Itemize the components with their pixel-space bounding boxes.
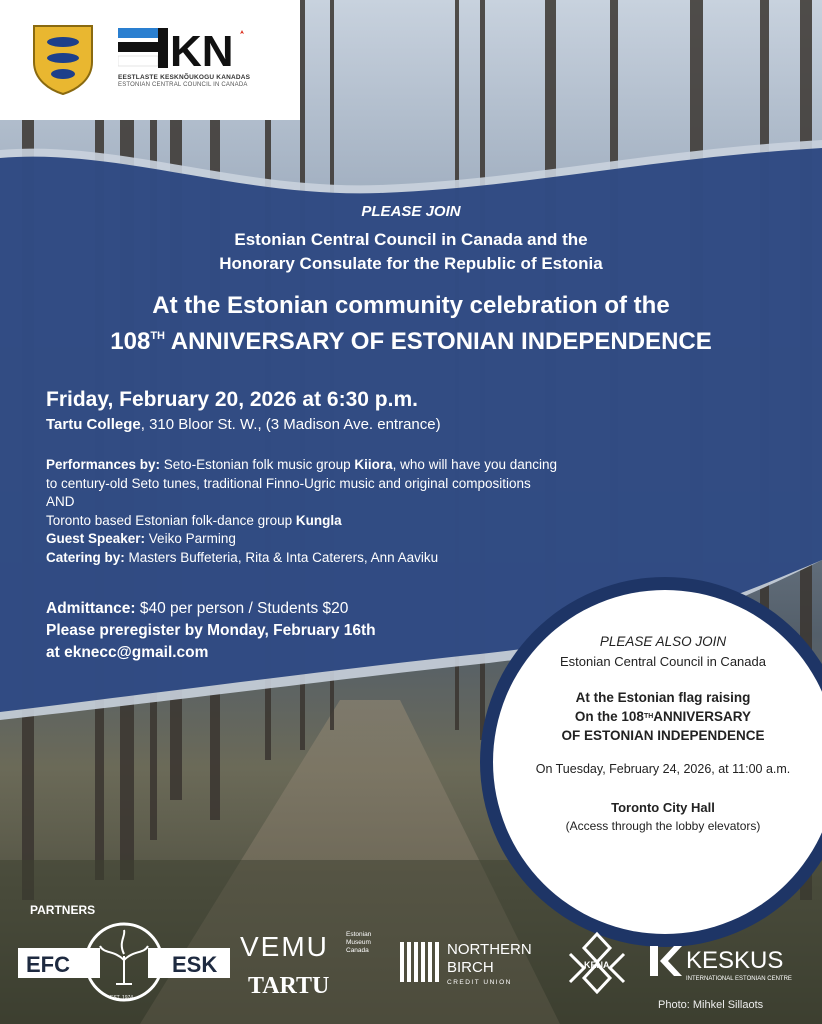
flag-raising-title: At the Estonian flag raising On the 108THANNIVERSARY OF ESTONIAN INDEPENDENCE	[561, 690, 765, 743]
efc-label: EFC	[26, 952, 70, 977]
catering: Catering by: Masters Buffeteria, Rita & Inta Caterers, Ann Aaviku	[46, 549, 439, 565]
event-venue: Tartu College, 310 Bloor St. W., (3 Madison Ave. entrance)	[46, 416, 441, 433]
flag-raising-access: (Access through the lobby elevators)	[565, 819, 761, 833]
performances-line: Performances by: Seto-Estonian folk music group Kiiora, who will have you dancing	[46, 457, 558, 472]
efc-est-label: EST. 1974	[110, 995, 134, 1001]
vemu-tartu-logo	[240, 928, 380, 998]
tree-icon	[100, 930, 148, 984]
ekn-logo-letters: KN	[170, 28, 234, 76]
event-date: Friday, February 20, 2026 at 6:30 p.m.	[46, 388, 418, 411]
header-logo-panel	[0, 0, 300, 120]
event-details	[46, 456, 706, 567]
keskus-logo	[650, 940, 810, 984]
svg-text:Museum: Museum	[346, 939, 371, 946]
ekn-org-name-english: ESTONIAN CENTRAL COUNCIL IN CANADA	[118, 82, 248, 88]
svg-text:BIRCH: BIRCH	[447, 959, 494, 976]
tartu-label: TARTU	[248, 973, 330, 998]
please-join-heading: PLEASE JOIN	[361, 203, 461, 220]
keskus-k-icon	[650, 946, 682, 976]
svg-text:KENA: KENA	[584, 960, 610, 970]
ekn-org-name-estonian: EESTLASTE KESKNÕUKOGU KANADAS	[118, 74, 251, 81]
efc-esk-logo	[18, 920, 230, 1004]
svg-text:CREDIT UNION: CREDIT UNION	[447, 979, 512, 986]
admittance-block	[46, 598, 376, 664]
kena-logo	[560, 930, 634, 994]
svg-text:NORTHERN: NORTHERN	[447, 941, 532, 958]
title-line-2: 108TH ANNIVERSARY OF ESTONIAN INDEPENDENCE	[110, 328, 712, 355]
photo-credit: Photo: Mihkel Sillaots	[658, 999, 764, 1011]
svg-text:Estonian: Estonian	[346, 931, 372, 938]
preregister-text: Please preregister by Monday, February 16th	[46, 622, 376, 639]
performances-line-4: Toronto based Estonian folk-dance group Kungla	[46, 512, 342, 528]
admittance-price: Admittance: $40 per person / Students $20	[46, 600, 349, 617]
svg-text:KESKUS: KESKUS	[686, 947, 784, 974]
flag-raising-place: Toronto City Hall	[611, 800, 715, 815]
svg-text:Canada: Canada	[346, 947, 369, 954]
flag-raising-org: Estonian Central Council in Canada	[560, 654, 766, 669]
performances-line-2: to century-old Seto tunes, traditional Finno-Ugric music and original compositions	[46, 475, 531, 491]
contact-email[interactable]: at eknecc@gmail.com	[46, 644, 209, 661]
birch-stripes-icon	[400, 942, 439, 982]
hosts-line-2: Honorary Consulate for the Republic of Estonia	[219, 254, 603, 273]
guest-speaker: Guest Speaker: Veiko Parming	[46, 531, 236, 546]
svg-text:INTERNATIONAL ESTONIAN CENTRE: INTERNATIONAL ESTONIAN CENTRE	[686, 976, 792, 982]
partners-label: PARTNERS	[30, 903, 96, 917]
esk-label: ESK	[172, 952, 218, 977]
please-also-join: PLEASE ALSO JOIN	[599, 634, 727, 649]
performances-and: AND	[46, 494, 75, 509]
vemu-label: VEMU	[240, 931, 329, 962]
estonia-coat-of-arms-icon	[30, 22, 96, 96]
title-line-1: At the Estonian community celebration of the	[152, 292, 670, 319]
hosts-text	[0, 228, 822, 276]
flag-raising-date: On Tuesday, February 24, 2026, at 11:00 a.m.	[535, 762, 791, 776]
northern-birch-logo	[400, 938, 552, 990]
hosts-line-1: Estonian Central Council in Canada and the	[234, 230, 588, 249]
